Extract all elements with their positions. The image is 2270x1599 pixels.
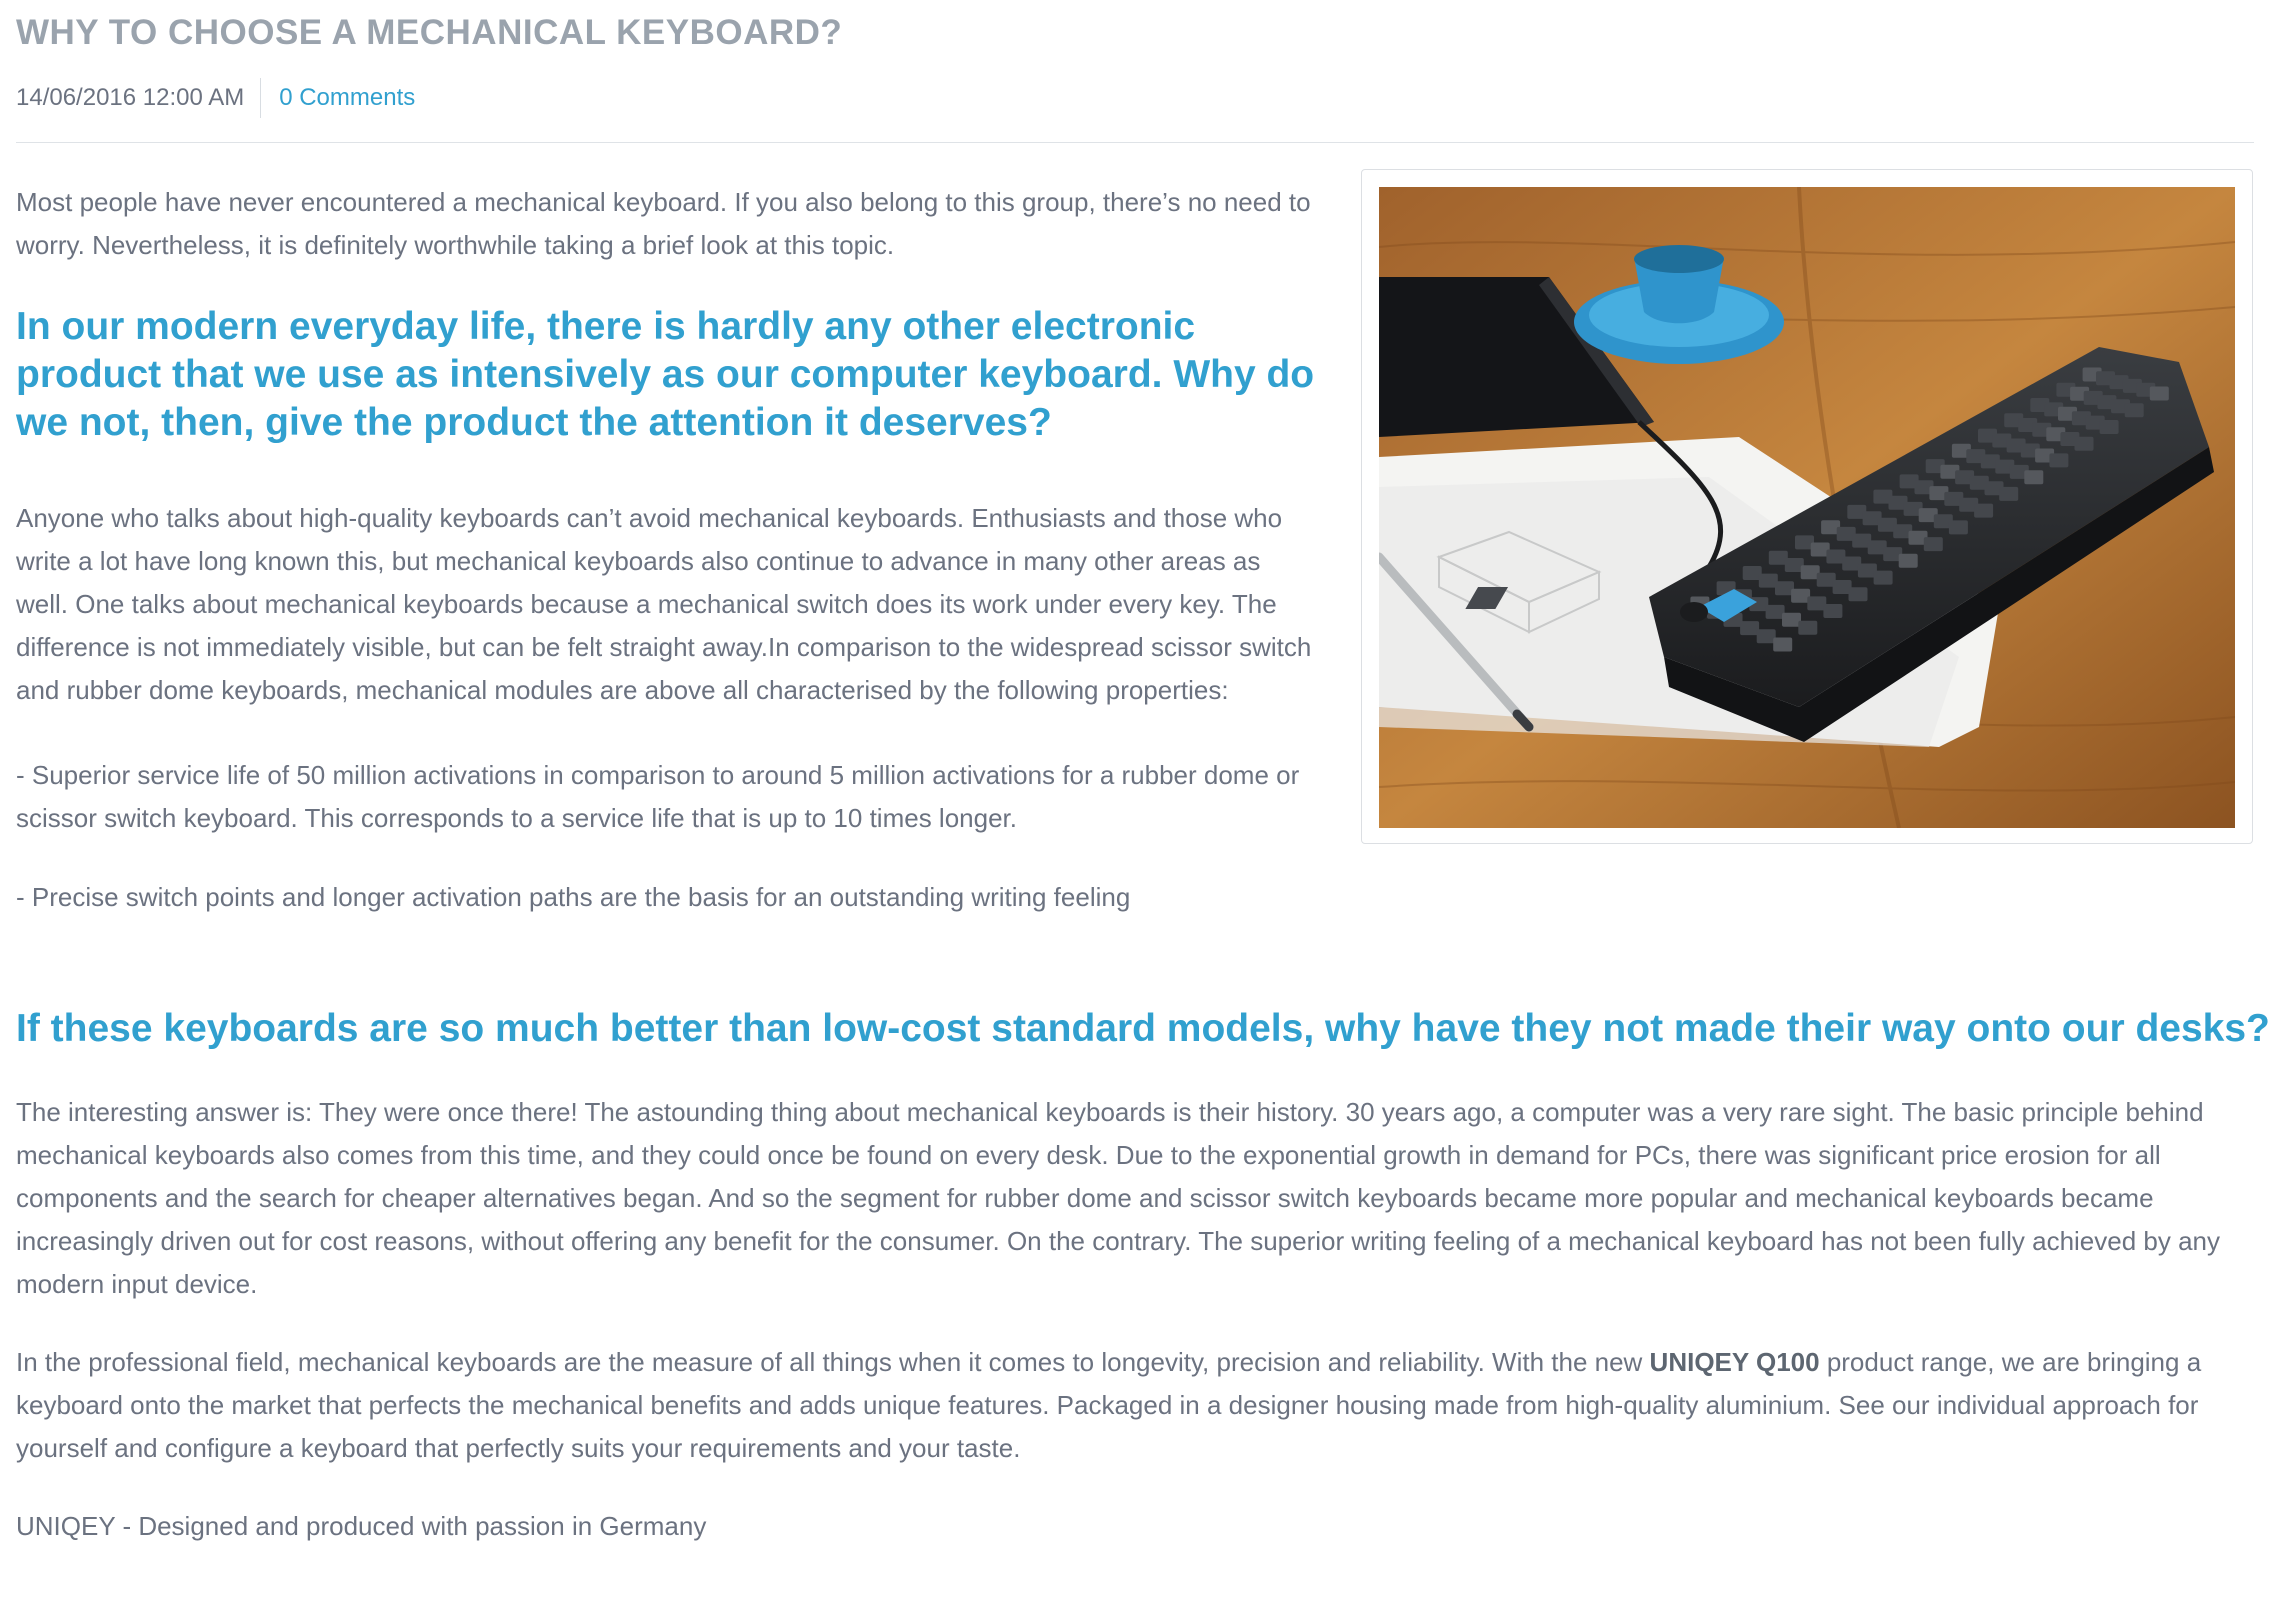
post-title: WHY TO CHOOSE A MECHANICAL KEYBOARD? (16, 13, 843, 52)
keycap (2024, 470, 2043, 484)
bullet-switch-points: - Precise switch points and longer activation paths are the basis for an outstanding writing feeling (16, 882, 1131, 912)
keycap (1791, 589, 1810, 603)
bullet-service-life: - Superior service life of 50 million activations in comparison to around 5 million activations for a rubber dome or scissor switch keyboard. This corresponds to a service life that is up to 10 times longer. (16, 760, 1300, 833)
section-two (16, 1005, 2270, 1548)
keycap (1899, 554, 1918, 568)
keycap (2125, 403, 2144, 417)
keycap (1874, 571, 1893, 585)
product-name: UNIQEY Q100 (1649, 1347, 1820, 1377)
keycap (1974, 504, 1993, 518)
keycap (1740, 621, 1759, 635)
intro-paragraph: Most people have never encountered a mechanical keyboard. If you also belong to this group, there’s no need to worry. Nevertheless, it is definitely worthwhile taking a brief look at this topic. (16, 187, 1311, 260)
keycap (1782, 613, 1801, 627)
keycap (2100, 420, 2119, 434)
post-date: 14/06/2016 12:00 AM (16, 84, 245, 111)
keycap (2150, 387, 2169, 401)
professional-text-before: In the professional field, mechanical keyboards are the measure of all things when it comes to longevity, precision and reliability. With the new (16, 1347, 1650, 1377)
keycap (1924, 537, 1943, 551)
section-two-heading: If these keyboards are so much better than low-cost standard models, why have they not made their way onto our desks? (16, 1007, 2270, 1050)
intro-row (16, 143, 2254, 973)
professional-text-after: product range, we are bringing a keyboard onto the market that perfects the mechanical benefits and adds unique features. Packaged in a designer housing made from high-quality aluminium. See our individual approach for yourself and configure a keyboard that perfectly suits your requirements and your taste. (16, 1347, 2202, 1463)
intro-column (16, 181, 1316, 919)
keycap (1759, 574, 1778, 588)
history-paragraph: The interesting answer is: They were once there! The astounding thing about mechanical keyboards is their history. 30 years ago, a computer was a very rare sight. The basic principle behind mechanical keyboards also comes from this time, and they could once be found on every desk. Due to the exponential growth in demand for PCs, there was significant price erosion for all components and the search for cheaper alternatives began. And so the segment for rubber dome and scissor switch keyboards became more popular and mechanical keyboards became increasingly driven out for cost reasons, without offering any benefit for the consumer. On the contrary. The superior writing feeling of a mechanical keyboard has not been fully achieved by any modern input device. (16, 1097, 2221, 1299)
signature-line: UNIQEY - Designed and produced with passion in Germany (16, 1511, 707, 1541)
keycap (1766, 605, 1785, 619)
keycap (1798, 621, 1817, 635)
keycap (1949, 520, 1968, 534)
keycap (1849, 587, 1868, 601)
keycap (1823, 604, 1842, 618)
keycap (1773, 638, 1792, 652)
comments-link[interactable]: 0 Comments (279, 84, 416, 111)
body-paragraph: Anyone who talks about high-quality keyboards can’t avoid mechanical keyboards. Enthusiasts and those who write a lot have long known this, but mechanical keyboards also continue to advance in many other areas as well. One talks about mechanical keyboards because a mechanical switch does its work under every key. The difference is not immediately visible, but can be felt straight away.In comparison to the widespread scissor switch and rubber dome keyboards, mechanical modules are above all characterised by the following properties: (16, 503, 1312, 705)
keycap (1757, 629, 1776, 643)
professional-paragraph (16, 1341, 2256, 1470)
keycap (2049, 453, 2068, 467)
keyboard-photo-frame (1361, 169, 2253, 844)
keyboard-photo (1379, 187, 2235, 828)
pull-quote: In our modern everyday life, there is hardly any other electronic product that we use as intensively as our computer keyboard. Why do we not, then, give the product the attention it deserves? (16, 305, 1315, 444)
keycap (2075, 437, 2094, 451)
keycap (1999, 487, 2018, 501)
post-meta (16, 78, 2254, 118)
